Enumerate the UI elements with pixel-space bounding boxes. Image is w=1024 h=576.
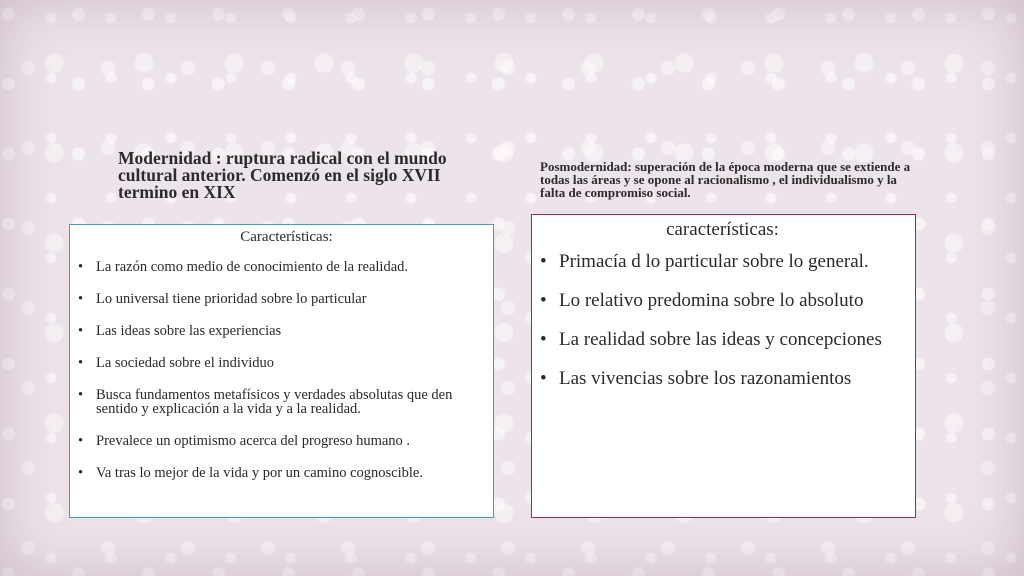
list-item [78,388,483,416]
list-item [540,251,905,273]
bullet-icon: • [78,465,84,481]
posmodernidad-box-title: características: [666,219,779,240]
list-item [78,356,483,370]
list-item-text: Va tras lo mejor de la vida y por un camino cognoscible. [96,465,423,481]
bullet-icon: • [78,323,84,339]
bullet-icon: • [78,387,84,403]
bullet-icon: • [78,259,84,275]
list-item-text: Las ideas sobre las experiencias [96,323,282,339]
modernidad-heading: Modernidad : ruptura radical con el mundo cultural anterior. Comenzó en el siglo XVII termino en XIX [118,148,447,202]
list-item [78,466,483,480]
list-item [78,324,483,338]
posmodernidad-characteristics-box [531,214,916,518]
bullet-icon: • [540,368,547,389]
list-item-text: Lo relativo predomina sobre lo absoluto [559,290,864,311]
list-item [540,329,905,351]
modernidad-characteristics-list [78,260,483,480]
bullet-icon: • [540,251,547,272]
bullet-icon: • [78,355,84,371]
list-item [78,434,483,448]
list-item [540,290,905,312]
modernidad-characteristics-box [69,224,494,518]
list-item-text: Primacía d lo particular sobre lo general. [559,251,869,272]
list-item-text: La realidad sobre las ideas y concepciones [559,329,882,350]
list-item-text: Prevalece un optimismo acerca del progreso humano . [96,433,411,449]
list-item [540,368,905,390]
bullet-icon: • [78,433,84,449]
posmodernidad-heading: Posmodernidad: superación de la época moderna que se extiende a todas las áreas y se opone al racionalismo , el individualismo y la falta de compromiso social. [540,159,911,200]
bullet-icon: • [78,291,84,307]
bullet-icon: • [540,329,547,350]
modernidad-box-title: Características: [240,229,333,245]
list-item-text: Busca fundamentos metafísicos y verdades absolutas que den sentido y explicación a la vida y a la realidad. [96,387,453,417]
list-item-text: La razón como medio de conocimiento de la realidad. [96,259,409,275]
bullet-icon: • [540,290,547,311]
posmodernidad-characteristics-list [540,251,905,390]
list-item-text: Las vivencias sobre los razonamientos [559,368,852,389]
list-item [78,260,483,274]
list-item-text: Lo universal tiene prioridad sobre lo particular [96,291,367,307]
list-item [78,292,483,306]
list-item-text: La sociedad sobre el individuo [96,355,274,371]
